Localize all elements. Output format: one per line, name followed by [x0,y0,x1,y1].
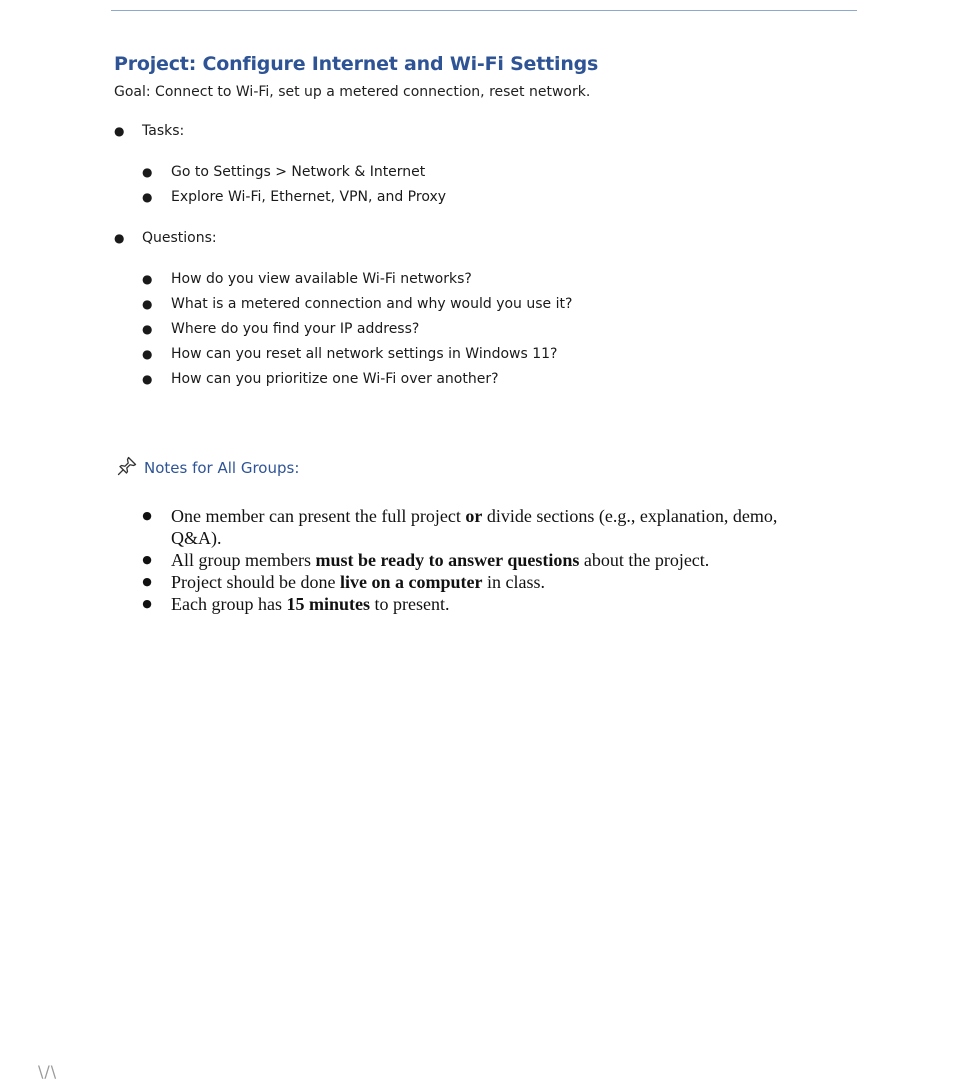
list-item [114,162,854,187]
bullet-icon: ● [142,347,153,361]
list-item [142,593,832,615]
project-title: Project: Configure Internet and Wi-Fi Settings [114,53,599,75]
header-rule [111,10,857,11]
section-questions [114,228,854,248]
list-item [114,187,854,212]
note-emphasis: or [465,506,483,526]
note-text: One member can present the full project [171,506,466,526]
list-item [114,269,854,294]
list-item [114,369,854,394]
project-goal: Goal: Connect to Wi-Fi, set up a metered connection, reset network. [114,84,591,100]
note-text: Project should be done [171,572,340,592]
note-emphasis: 15 minutes [286,594,370,614]
notes-list [142,505,832,615]
bullet-icon: ● [142,597,152,610]
bullet-icon: ● [142,297,153,311]
section-tasks [114,121,854,141]
list-item-text: How can you reset all network settings in Windows 11? [171,346,558,362]
pushpin-icon [116,455,138,481]
task-list [114,162,854,212]
bullet-icon: ● [142,272,153,286]
list-item [114,319,854,344]
notes-heading: Notes for All Groups: [144,459,300,477]
question-list [114,269,854,394]
page-footer-marker: \/\ [38,1062,58,1081]
list-item-text: Go to Settings > Network & Internet [171,164,426,180]
bullet-icon: ● [142,553,152,566]
note-emphasis: live on a computer [339,572,483,592]
note-text: divide sections (e.g., explanation, demo, Q&A). [171,506,778,548]
bullet-icon: ● [114,124,125,138]
bullet-icon: ● [114,231,125,245]
list-item [114,344,854,369]
document-page [114,50,854,394]
list-item [142,571,832,593]
section-list [114,228,854,248]
list-item-text: How do you view available Wi-Fi networks? [171,271,472,287]
bullet-icon: ● [142,190,153,204]
notes-heading-row [116,456,299,480]
list-item-text: How can you prioritize one Wi-Fi over another? [171,371,499,387]
section-heading: Tasks: [142,123,185,139]
bullet-icon: ● [142,372,153,386]
note-text: to present. [369,594,450,614]
list-item [114,294,854,319]
section-list [114,121,854,141]
note-text: All group members [171,550,316,570]
list-item-text: What is a metered connection and why would you use it? [171,296,573,312]
note-text: about the project. [579,550,710,570]
list-item-text: Where do you find your IP address? [171,321,420,337]
bullet-icon: ● [142,509,152,522]
note-text: Each group has [171,594,287,614]
section-heading: Questions: [142,230,217,246]
note-emphasis: must be ready to answer questions [315,550,580,570]
note-text: in class. [482,572,545,592]
list-item [142,549,832,571]
list-item [142,505,832,549]
bullet-icon: ● [142,165,153,179]
bullet-icon: ● [142,575,152,588]
bullet-icon: ● [142,322,153,336]
list-item-text: Explore Wi-Fi, Ethernet, VPN, and Proxy [171,189,447,205]
